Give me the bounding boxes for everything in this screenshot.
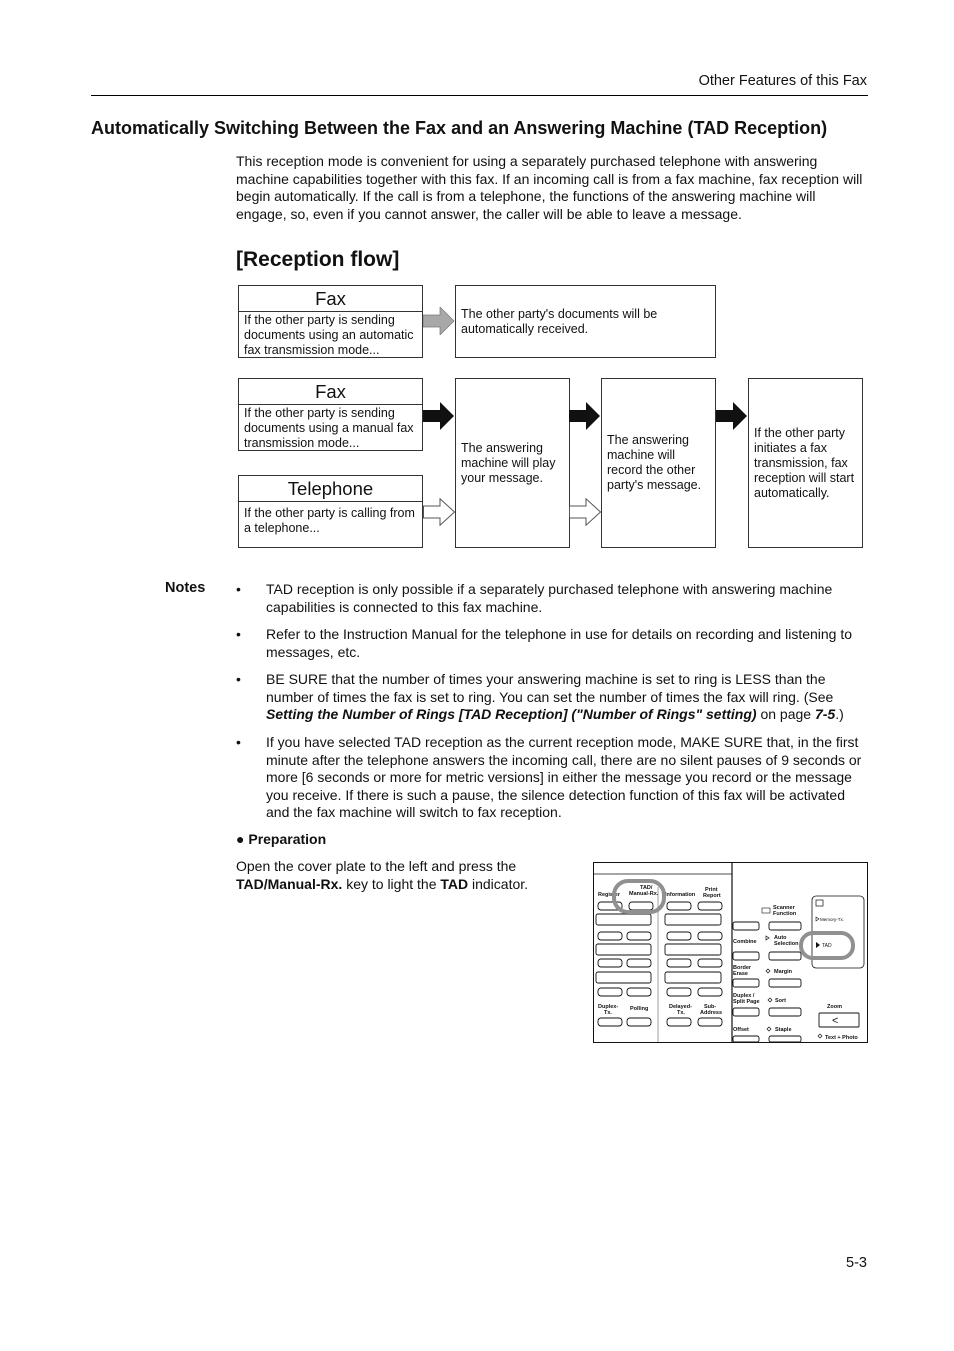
panel-label: Selection: [774, 941, 799, 947]
panel-label: TAD/: [640, 885, 653, 891]
key-name: TAD/Manual-Rx.: [236, 875, 343, 892]
auto-received-box: The other party's documents will be automatically received.: [455, 285, 716, 358]
running-header: Other Features of this Fax: [698, 73, 867, 89]
note-item: [236, 671, 868, 724]
header-rule: [91, 95, 868, 96]
fax-manual-heading: Fax: [239, 379, 422, 405]
prep-text-part: indicator.: [468, 875, 529, 892]
fax-auto-box: [238, 285, 423, 358]
note-item: [236, 581, 868, 616]
panel-label: Memory-Tx.: [820, 917, 844, 922]
fax-manual-box: [238, 378, 423, 451]
panel-label: Duplex /: [733, 993, 755, 999]
black-arrow: [423, 402, 455, 430]
panel-label: Sub-: [704, 1004, 717, 1010]
bullet: •: [236, 626, 241, 642]
preparation-label: Preparation: [248, 831, 327, 847]
note-text: If you have selected TAD reception as the current reception mode, MAKE SURE that, in the first minute after the telephone answers the incoming call, there are no silent pauses of 9 seconds or more [6 seconds or more for metric versions] in either the message you record or the message you receive. If there is such a pause, the silence detection function of this fax will be activated and the fax machine will switch to fax reception.: [266, 734, 862, 820]
intro-paragraph: This reception mode is convenient for using a separately purchased telephone with answering machine capabilities together with this fax. If an incoming call is from a fax machine, fax reception will begin automatically. If the call is from a telephone, the functions of the answering machine will engage, so, even if you cannot answer, the caller will be able to leave a message.: [236, 153, 863, 222]
note-text-part: .): [835, 706, 844, 722]
panel-label: Offset: [733, 1027, 749, 1033]
prep-text-part: Open the cover plate to the left and press the: [236, 858, 517, 874]
note-item: [236, 626, 868, 661]
panel-label: Border: [733, 965, 752, 971]
outline-arrow: [569, 498, 602, 526]
panel-label: Text + Photo: [825, 1035, 858, 1041]
note-item: [236, 734, 868, 822]
telephone-box: [238, 475, 423, 548]
panel-label: TAD: [822, 943, 832, 949]
panel-label: Split Page: [733, 999, 760, 1005]
svg-text:<: <: [832, 1015, 839, 1027]
panel-label: Auto: [774, 935, 787, 941]
panel-label: Register: [598, 892, 621, 898]
operation-panel-illustration: [593, 862, 869, 1044]
panel-label: Information: [665, 892, 696, 898]
cross-reference: Setting the Number of Rings [TAD Reception] ("Number of Rings" setting): [266, 706, 757, 722]
panel-label: Sort: [775, 998, 786, 1004]
panel-label: Function: [773, 911, 797, 917]
note-text-part: on page: [756, 706, 815, 722]
indicator-name: TAD: [440, 875, 469, 892]
panel-label: Margin: [774, 969, 793, 975]
panel-label: Zoom: [827, 1004, 842, 1010]
panel-label: Combine: [733, 939, 757, 945]
section-title: Automatically Switching Between the Fax and an Answering Machine (TAD Reception): [91, 118, 828, 138]
panel-label: Tx.: [604, 1010, 612, 1016]
bullet: •: [236, 734, 241, 750]
note-text: TAD reception is only possible if a separately purchased telephone with answering machine capabilities is connected to this fax machine.: [266, 581, 833, 615]
page-reference: 7-5: [814, 706, 836, 722]
panel-label: Polling: [630, 1006, 649, 1012]
panel-label: Duplex-: [598, 1004, 619, 1010]
telephone-description: If the other party is calling from a telephone...: [244, 506, 415, 535]
preparation-heading: [236, 831, 326, 847]
play-message-box: The answering machine will play your message.: [455, 378, 570, 548]
fax-reception-box: If the other party initiates a fax transmission, fax reception will start automatically.: [748, 378, 863, 548]
note-text: [266, 671, 868, 724]
gray-arrow: [423, 307, 455, 335]
black-arrow: [569, 402, 601, 430]
fax-manual-description: If the other party is sending documents using a manual fax transmission mode...: [244, 406, 414, 450]
flow-title: [Reception flow]: [236, 248, 400, 271]
panel-label: Auto-Rx.: [820, 956, 838, 961]
panel-label: Manual-Rx.: [629, 891, 659, 897]
telephone-heading: Telephone: [239, 476, 422, 502]
fax-auto-heading: Fax: [239, 286, 422, 312]
panel-label: Address: [700, 1010, 723, 1016]
black-arrow: [716, 402, 748, 430]
panel-label: Tx.: [677, 1010, 685, 1016]
circle-bullet-icon: ●: [236, 831, 245, 847]
panel-label: Print: [705, 887, 718, 893]
note-text: Refer to the Instruction Manual for the telephone in use for details on recording and listening to messages, etc.: [266, 626, 853, 660]
preparation-text: [236, 858, 556, 893]
notes-label: Notes: [165, 580, 206, 596]
record-message-box: The answering machine will record the other party's message.: [601, 378, 716, 548]
note-text-part: BE SURE that the number of times your answering machine is set to ring is LESS than the number of times the fax is set to ring. You can set the number of times the fax will ring. (See: [266, 671, 834, 705]
panel-label: Staple: [775, 1027, 792, 1033]
outline-arrow: [423, 498, 456, 526]
bullet: •: [236, 581, 241, 597]
panel-label: Delayed-: [669, 1004, 692, 1010]
prep-text-part: key to light the: [342, 875, 441, 892]
fax-auto-description: If the other party is sending documents using an automatic fax transmission mode...: [244, 313, 414, 357]
bullet: •: [236, 671, 241, 687]
page-number: 5-3: [846, 1255, 867, 1271]
panel-label: Scanner: [773, 905, 795, 911]
panel-label: Erase: [733, 971, 748, 977]
panel-label: Report: [703, 893, 721, 899]
